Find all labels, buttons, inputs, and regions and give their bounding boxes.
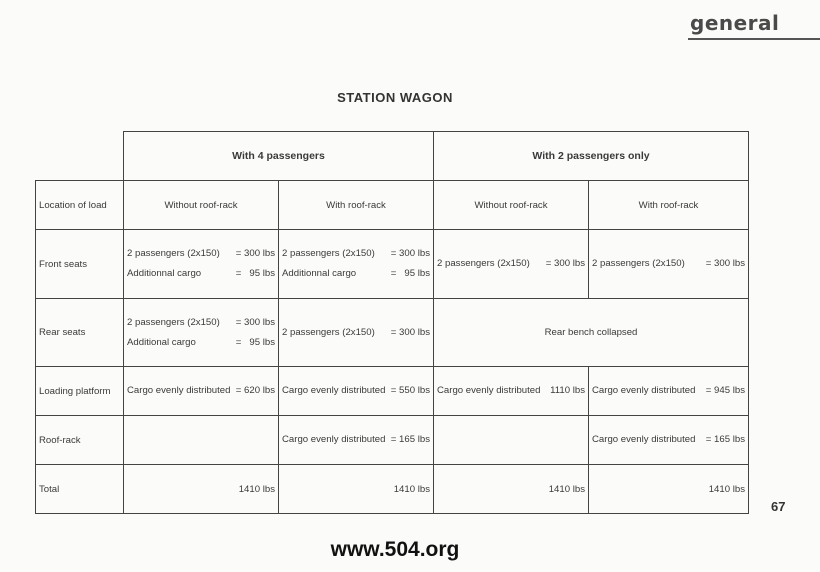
- cell-text: 2 passengers (2x150): [282, 326, 375, 338]
- page-title: STATION WAGON: [337, 90, 453, 105]
- cell-front-seats-4p-with: [279, 230, 434, 299]
- page-number: 67: [771, 499, 786, 514]
- table-row-rear-seats: [36, 299, 749, 367]
- cell-text: Additional cargo: [127, 336, 196, 348]
- cell-roof-rack-4p-without: [124, 416, 279, 465]
- col-header-4p-without-roof-rack: Without roof-rack: [124, 181, 279, 230]
- row-label-roof-rack: Roof-rack: [36, 416, 124, 465]
- cell-amount: = 620 lbs: [235, 385, 275, 396]
- cell-amount: = 165 lbs: [390, 434, 430, 445]
- cell-text: Cargo evenly distributed: [437, 385, 541, 396]
- cell-loading-2p-without: [434, 367, 589, 416]
- cell-amount: = 300 lbs: [705, 258, 745, 269]
- cell-amount: = 300 lbs: [235, 248, 275, 259]
- footer-url: www.504.org: [330, 538, 460, 561]
- cell-loading-2p-with: [589, 367, 749, 416]
- cell-amount: = 95 lbs: [235, 268, 275, 279]
- col-header-2p-without-roof-rack: Without roof-rack: [434, 181, 589, 230]
- cell-amount: = 300 lbs: [235, 316, 275, 328]
- cell-front-seats-4p-without: [124, 230, 279, 299]
- col-header-4p-with-roof-rack: With roof-rack: [279, 181, 434, 230]
- cell-text: Cargo evenly distributed: [282, 385, 386, 396]
- cell-rear-seats-4p-without: [124, 299, 279, 367]
- col-header-location: Location of load: [36, 181, 124, 230]
- cell-text: Cargo evenly distributed: [282, 434, 386, 445]
- cell-text: Cargo evenly distributed: [592, 385, 696, 396]
- cell-roof-rack-2p-with: [589, 416, 749, 465]
- row-label-loading-platform: Loading platform: [36, 367, 124, 416]
- cell-total-2p-with: 1410 lbs: [589, 465, 749, 514]
- row-label-front-seats: Front seats: [36, 230, 124, 299]
- cell-amount: 1110 lbs: [550, 385, 585, 396]
- cell-front-seats-2p-with: [589, 230, 749, 299]
- column-header-row: [36, 181, 749, 230]
- group-header-4-passengers: With 4 passengers: [124, 132, 434, 181]
- cell-amount: = 165 lbs: [705, 434, 745, 445]
- cell-rear-seats-4p-with: [279, 299, 434, 367]
- cell-text: 2 passengers (2x150): [592, 258, 685, 269]
- table-row-roof-rack: [36, 416, 749, 465]
- empty-corner-cell: [36, 132, 124, 181]
- header-rule: [688, 38, 820, 40]
- col-header-2p-with-roof-rack: With roof-rack: [589, 181, 749, 230]
- table-row-front-seats: [36, 230, 749, 299]
- cell-amount: = 945 lbs: [705, 385, 745, 396]
- cell-total-4p-with: 1410 lbs: [279, 465, 434, 514]
- cell-loading-4p-with: [279, 367, 434, 416]
- cell-text: 2 passengers (2x150): [127, 248, 220, 259]
- cell-amount: = 300 lbs: [390, 326, 430, 338]
- cell-amount: = 95 lbs: [390, 268, 430, 279]
- row-label-rear-seats: Rear seats: [36, 299, 124, 367]
- row-label-total: Total: [36, 465, 124, 514]
- cell-amount: = 95 lbs: [235, 336, 275, 348]
- cell-text: Cargo evenly distributed: [127, 385, 231, 396]
- cell-amount: = 300 lbs: [390, 248, 430, 259]
- cell-text: 2 passengers (2x150): [127, 316, 220, 328]
- cell-rear-bench-collapsed: Rear bench collapsed: [434, 299, 749, 367]
- load-table: [35, 131, 749, 514]
- cell-total-4p-without: 1410 lbs: [124, 465, 279, 514]
- cell-front-seats-2p-without: [434, 230, 589, 299]
- table-row-loading-platform: [36, 367, 749, 416]
- cell-amount: = 550 lbs: [390, 385, 430, 396]
- cell-text: Cargo evenly distributed: [592, 434, 696, 445]
- cell-loading-4p-without: [124, 367, 279, 416]
- cell-total-2p-without: 1410 lbs: [434, 465, 589, 514]
- table-row-total: [36, 465, 749, 514]
- section-header: general: [690, 11, 780, 35]
- cell-text: 2 passengers (2x150): [437, 258, 530, 269]
- cell-text: Additionnal cargo: [127, 268, 202, 279]
- group-header-2-passengers: With 2 passengers only: [434, 132, 749, 181]
- cell-text: Additionnal cargo: [282, 268, 357, 279]
- cell-amount: = 300 lbs: [545, 258, 585, 269]
- cell-roof-rack-2p-without: [434, 416, 589, 465]
- cell-text: 2 passengers (2x150): [282, 248, 375, 259]
- cell-roof-rack-4p-with: [279, 416, 434, 465]
- group-header-row: [36, 132, 749, 181]
